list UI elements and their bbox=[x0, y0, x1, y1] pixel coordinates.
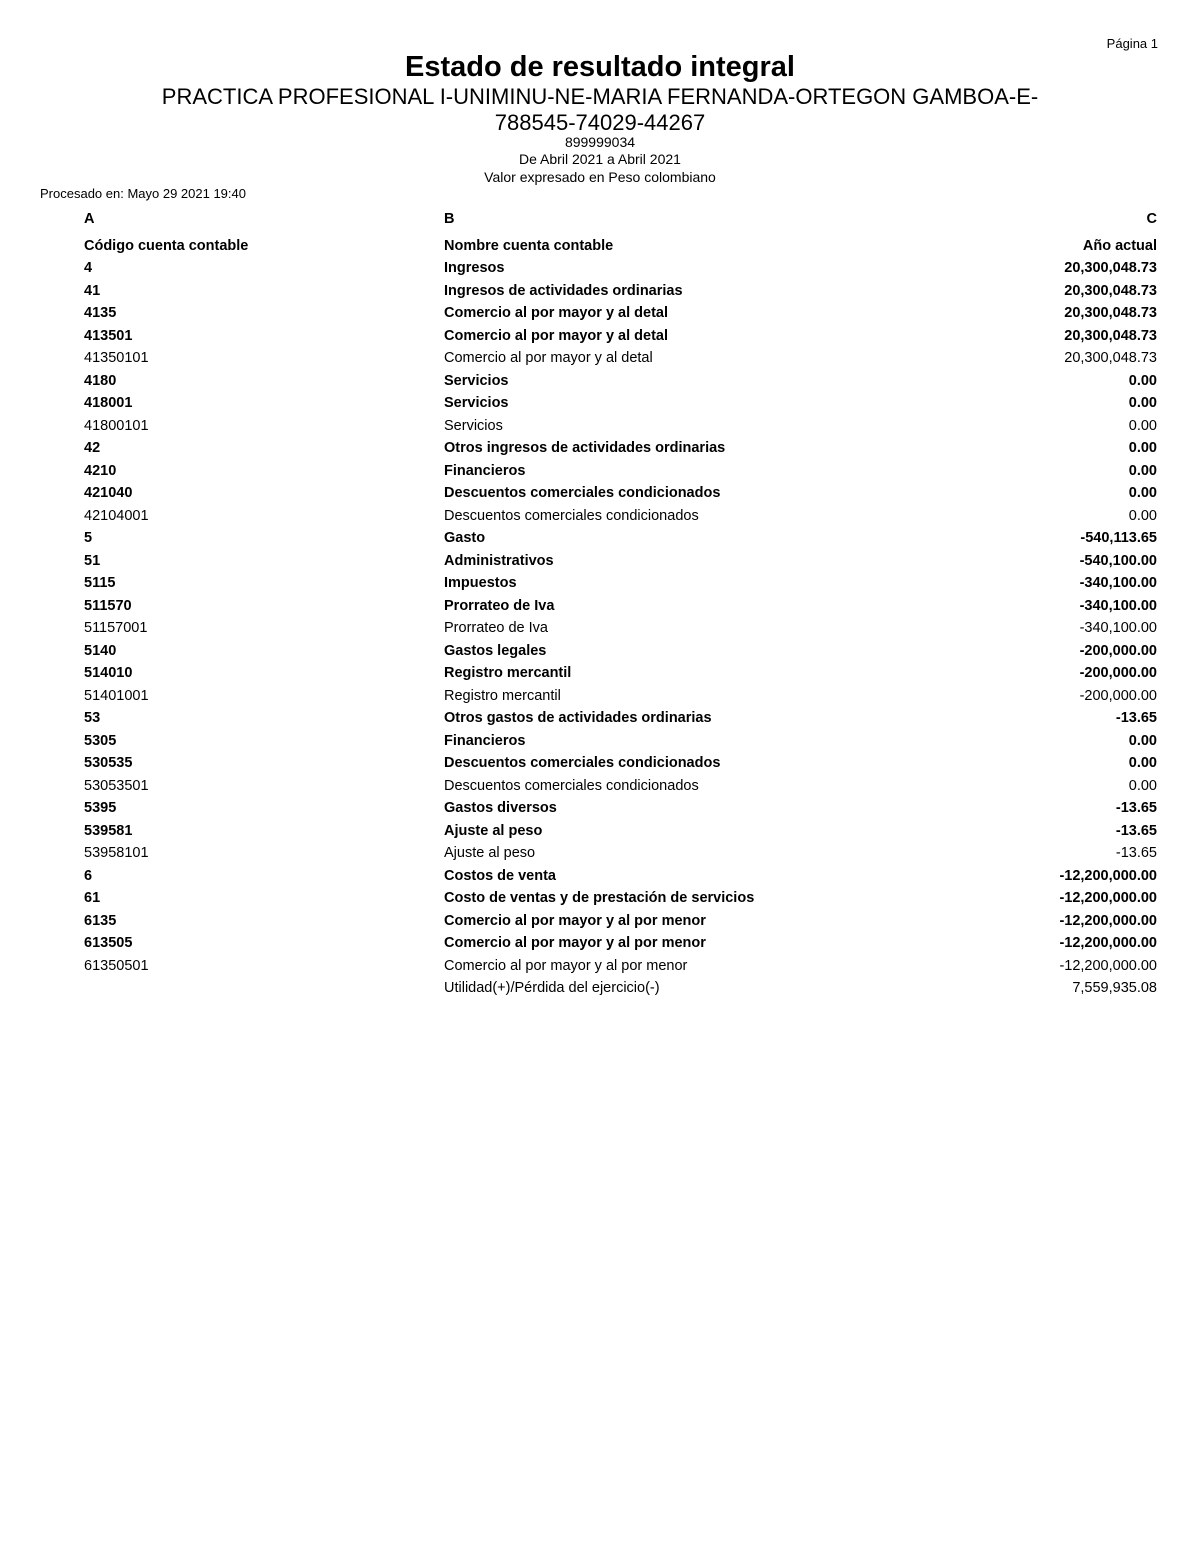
amount-cell: 0.00 bbox=[1128, 395, 1157, 411]
table-row bbox=[0, 371, 1200, 394]
table-row bbox=[0, 911, 1200, 934]
account-name-cell: Descuentos comerciales condicionados bbox=[444, 777, 699, 794]
column-letters bbox=[0, 209, 1200, 231]
report-period: De Abril 2021 a Abril 2021 bbox=[519, 151, 681, 167]
account-name-cell: Gasto bbox=[444, 530, 486, 546]
column-headers bbox=[0, 236, 1200, 258]
account-code-cell: 51401001 bbox=[84, 687, 149, 704]
account-name-cell: Ingresos de actividades ordinarias bbox=[444, 282, 683, 299]
table-row bbox=[0, 258, 1200, 281]
amount-cell: 0.00 bbox=[1128, 485, 1157, 501]
account-code-cell: 53 bbox=[84, 710, 101, 726]
table-row bbox=[0, 596, 1200, 619]
account-name-cell: Servicios bbox=[444, 417, 503, 434]
account-name-cell: Ingresos bbox=[444, 260, 505, 276]
account-code-cell: 61350501 bbox=[84, 957, 149, 974]
account-name-cell: Impuestos bbox=[444, 575, 517, 591]
table-row bbox=[0, 506, 1200, 529]
account-code-cell: 41800101 bbox=[84, 417, 149, 434]
header-current-year: Año actual bbox=[1082, 238, 1157, 254]
column-letter-c: C bbox=[1146, 211, 1157, 227]
table-row bbox=[0, 416, 1200, 439]
account-code-cell: 51157001 bbox=[84, 620, 148, 636]
account-code-cell: 514010 bbox=[84, 665, 133, 681]
column-letter-b: B bbox=[444, 211, 455, 227]
amount-cell: 20,300,048.73 bbox=[1064, 260, 1157, 276]
account-code-cell: 41 bbox=[84, 282, 101, 299]
amount-cell: 0.00 bbox=[1128, 507, 1157, 524]
table-row bbox=[0, 663, 1200, 686]
table-row bbox=[0, 483, 1200, 506]
table-row bbox=[0, 843, 1200, 866]
account-code-cell: 418001 bbox=[84, 395, 133, 411]
account-code-cell: 4135 bbox=[84, 305, 117, 321]
account-name-cell: Registro mercantil bbox=[444, 687, 561, 704]
table-row bbox=[0, 303, 1200, 326]
table-row bbox=[0, 461, 1200, 484]
table-row bbox=[0, 438, 1200, 461]
account-name-cell: Otros ingresos de actividades ordinarias bbox=[444, 440, 726, 456]
table-row bbox=[0, 708, 1200, 731]
table-row bbox=[0, 686, 1200, 709]
table-row bbox=[0, 573, 1200, 596]
account-code-cell: 41350101 bbox=[84, 350, 149, 366]
amount-cell: -12,200,000.00 bbox=[1059, 890, 1157, 906]
account-code-cell: 6135 bbox=[84, 912, 117, 929]
amount-cell: -13.65 bbox=[1115, 710, 1157, 726]
amount-cell: -12,200,000.00 bbox=[1059, 957, 1157, 974]
account-code-cell: 5305 bbox=[84, 732, 117, 749]
table-row bbox=[0, 281, 1200, 304]
account-code-cell: 53053501 bbox=[84, 777, 149, 794]
account-code-cell: 61 bbox=[84, 890, 101, 906]
amount-cell: 0.00 bbox=[1128, 440, 1157, 456]
amount-cell: -540,100.00 bbox=[1079, 552, 1157, 569]
amount-cell: 20,300,048.73 bbox=[1064, 327, 1157, 344]
account-code-cell: 5140 bbox=[84, 642, 117, 659]
amount-cell: -13.65 bbox=[1115, 845, 1157, 861]
account-name-cell: Utilidad(+)/Pérdida del ejercicio(-) bbox=[444, 980, 660, 996]
account-name-cell: Registro mercantil bbox=[444, 665, 572, 681]
account-name-cell: Costo de ventas y de prestación de servicios bbox=[444, 890, 755, 906]
amount-cell: -540,113.65 bbox=[1080, 530, 1157, 546]
account-name-cell: Ajuste al peso bbox=[444, 822, 543, 839]
header-account-code: Código cuenta contable bbox=[84, 238, 249, 254]
table-row bbox=[0, 866, 1200, 889]
amount-cell: 7,559,935.08 bbox=[1072, 980, 1157, 996]
table-row bbox=[0, 776, 1200, 799]
table-row bbox=[0, 888, 1200, 911]
amount-cell: -13.65 bbox=[1115, 822, 1157, 839]
account-code-cell: 4180 bbox=[84, 372, 117, 389]
amount-cell: 0.00 bbox=[1128, 417, 1157, 434]
account-code-cell: 4 bbox=[84, 260, 93, 276]
account-code-cell: 4210 bbox=[84, 462, 117, 479]
table-row bbox=[0, 348, 1200, 371]
page-number: Página 1 bbox=[1106, 36, 1158, 51]
amount-cell: 0.00 bbox=[1128, 732, 1157, 749]
account-name-cell: Servicios bbox=[444, 395, 509, 411]
processed-timestamp: Procesado en: Mayo 29 2021 19:40 bbox=[40, 186, 246, 201]
account-name-cell: Financieros bbox=[444, 732, 526, 749]
table-row bbox=[0, 978, 1200, 1001]
account-code-cell: 5395 bbox=[84, 800, 117, 816]
amount-cell: 20,300,048.73 bbox=[1064, 282, 1157, 299]
account-code-cell: 613505 bbox=[84, 935, 133, 951]
amount-cell: 20,300,048.73 bbox=[1064, 350, 1157, 366]
table-row bbox=[0, 393, 1200, 416]
account-code-cell: 413501 bbox=[84, 327, 133, 344]
account-code-cell: 42104001 bbox=[84, 507, 149, 524]
account-code-cell: 53958101 bbox=[84, 845, 149, 861]
table-row bbox=[0, 933, 1200, 956]
account-name-cell: Gastos diversos bbox=[444, 800, 557, 816]
account-code-cell: 511570 bbox=[84, 597, 132, 614]
currency-note: Valor expresado en Peso colombiano bbox=[484, 169, 716, 185]
amount-cell: -340,100.00 bbox=[1079, 620, 1157, 636]
table-row bbox=[0, 753, 1200, 776]
amount-cell: 0.00 bbox=[1128, 777, 1157, 794]
amount-cell: -13.65 bbox=[1115, 800, 1157, 816]
account-name-cell: Servicios bbox=[444, 372, 509, 389]
account-name-cell: Prorrateo de Iva bbox=[444, 597, 555, 614]
table-row bbox=[0, 956, 1200, 979]
amount-cell: -200,000.00 bbox=[1079, 642, 1157, 659]
amount-cell: -12,200,000.00 bbox=[1059, 867, 1157, 884]
amount-cell: -340,100.00 bbox=[1079, 575, 1157, 591]
amount-cell: -12,200,000.00 bbox=[1059, 912, 1157, 929]
table-row bbox=[0, 641, 1200, 664]
table-row bbox=[0, 326, 1200, 349]
account-code-cell: 51 bbox=[84, 552, 101, 569]
account-code-cell: 42 bbox=[84, 440, 101, 456]
table-row bbox=[0, 798, 1200, 821]
account-name-cell: Comercio al por mayor y al por menor bbox=[444, 957, 688, 974]
table-row bbox=[0, 731, 1200, 754]
account-code-cell: 539581 bbox=[84, 822, 133, 839]
account-name-cell: Ajuste al peso bbox=[444, 845, 536, 861]
account-name-cell: Descuentos comerciales condicionados bbox=[444, 755, 721, 771]
table-row bbox=[0, 551, 1200, 574]
account-name-cell: Comercio al por mayor y al detal bbox=[444, 327, 669, 344]
account-name-cell: Comercio al por mayor y al detal bbox=[444, 305, 669, 321]
amount-cell: 20,300,048.73 bbox=[1064, 305, 1157, 321]
table-row bbox=[0, 821, 1200, 844]
column-letter-a: A bbox=[84, 211, 95, 227]
header-account-name: Nombre cuenta contable bbox=[444, 238, 614, 254]
account-code-cell: 5 bbox=[84, 530, 93, 546]
amount-cell: 0.00 bbox=[1128, 462, 1157, 479]
account-name-cell: Gastos legales bbox=[444, 642, 547, 659]
account-name-cell: Financieros bbox=[444, 462, 526, 479]
table-row bbox=[0, 618, 1200, 641]
account-name-cell: Comercio al por mayor y al por menor bbox=[444, 912, 706, 929]
account-code-cell: 5115 bbox=[84, 575, 116, 591]
account-name-cell: Costos de venta bbox=[444, 867, 556, 884]
company-name: PRACTICA PROFESIONAL I-UNIMINU-NE-MARIA FERNANDA-ORTEGON GAMBOA-E-788545-74029-44267 bbox=[161, 84, 1039, 135]
company-nit: 899999034 bbox=[564, 134, 636, 150]
account-code-cell: 6 bbox=[84, 867, 93, 884]
amount-cell: -200,000.00 bbox=[1079, 687, 1157, 704]
account-name-cell: Prorrateo de Iva bbox=[444, 620, 548, 636]
account-table bbox=[0, 258, 1200, 1001]
account-code-cell: 530535 bbox=[84, 755, 133, 771]
account-name-cell: Administrativos bbox=[444, 552, 554, 569]
amount-cell: 0.00 bbox=[1128, 755, 1157, 771]
report-title: Estado de resultado integral bbox=[405, 51, 795, 83]
account-name-cell: Otros gastos de actividades ordinarias bbox=[444, 710, 712, 726]
account-name-cell: Comercio al por mayor y al por menor bbox=[444, 935, 706, 951]
amount-cell: 0.00 bbox=[1128, 372, 1157, 389]
account-name-cell: Comercio al por mayor y al detal bbox=[444, 350, 653, 366]
amount-cell: -12,200,000.00 bbox=[1059, 935, 1157, 951]
account-name-cell: Descuentos comerciales condicionados bbox=[444, 485, 721, 501]
table-row bbox=[0, 528, 1200, 551]
amount-cell: -340,100.00 bbox=[1079, 597, 1157, 614]
account-name-cell: Descuentos comerciales condicionados bbox=[444, 507, 699, 524]
account-code-cell: 421040 bbox=[84, 485, 133, 501]
amount-cell: -200,000.00 bbox=[1079, 665, 1157, 681]
